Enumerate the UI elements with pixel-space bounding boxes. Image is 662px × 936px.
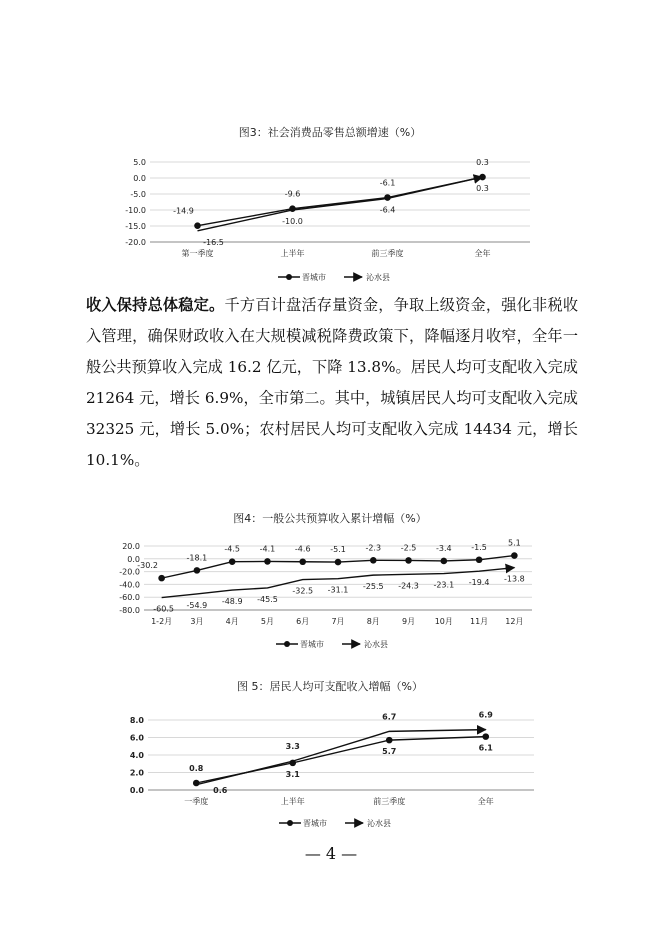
data-point: [335, 559, 342, 566]
data-label: -10.0: [282, 217, 303, 226]
data-point: [441, 558, 448, 565]
y-tick-label: -60.0: [119, 593, 140, 603]
legend-label: 沁水县: [364, 640, 388, 649]
legend: [276, 639, 388, 649]
legend-dot-marker: [286, 274, 292, 280]
data-label: -13.8: [504, 574, 525, 584]
data-label: 3.1: [285, 769, 300, 779]
paragraph-lead: 收入保持总体稳定。: [86, 296, 225, 314]
data-point: [194, 567, 201, 574]
data-point: [229, 558, 236, 565]
legend-label: 晋城市: [300, 640, 324, 649]
body-paragraph: [86, 290, 578, 476]
y-tick-label: 2.0: [129, 768, 144, 778]
data-label: -9.6: [284, 189, 301, 199]
legend: [279, 818, 391, 828]
data-label: -4.1: [259, 544, 276, 554]
figure-4-svg: [100, 510, 560, 660]
x-tick-label: 6月: [296, 617, 310, 626]
data-label: 6.1: [478, 743, 493, 753]
data-label: -14.9: [173, 206, 194, 216]
data-label: -31.1: [327, 585, 349, 595]
y-tick-label: -40.0: [119, 580, 140, 590]
data-label: -24.3: [398, 581, 419, 591]
data-point: [405, 557, 412, 564]
x-tick-label: 7月: [331, 617, 345, 626]
y-tick-label: -10.0: [125, 206, 146, 215]
legend-label: 沁水县: [366, 273, 390, 282]
y-tick-label: 0.0: [127, 554, 140, 564]
data-label: -60.5: [153, 604, 174, 614]
data-label: 3.3: [285, 742, 300, 752]
data-label: 5.7: [382, 747, 397, 757]
data-label: 0.3: [476, 158, 489, 168]
figure-3-svg: [100, 120, 560, 295]
x-tick-label: 4月: [225, 617, 239, 626]
data-point: [482, 733, 489, 740]
legend-dot-marker: [287, 820, 293, 826]
data-label: 0.8: [189, 764, 204, 773]
data-label: -48.9: [221, 597, 243, 607]
x-tick-label: 一季度: [184, 797, 209, 806]
data-label: -16.5: [203, 237, 224, 247]
x-tick-label: 10月: [434, 617, 453, 626]
data-label: -1.5: [471, 542, 487, 552]
data-point: [386, 737, 393, 744]
data-label: -25.5: [362, 582, 384, 592]
chart-title: 图 5：居民人均可支配收入增幅（%）: [237, 680, 423, 693]
data-label: 5.1: [507, 538, 521, 548]
x-tick-label: 12月: [505, 617, 524, 626]
y-tick-label: -80.0: [119, 606, 140, 615]
data-label: -23.1: [433, 580, 455, 590]
figure-5-chart: [100, 676, 560, 834]
data-point: [370, 557, 377, 564]
data-label: -6.1: [379, 178, 396, 188]
data-label: -3.4: [436, 543, 452, 553]
y-tick-label: -15.0: [125, 222, 146, 231]
x-tick-label: 上半年: [280, 249, 305, 258]
data-label: 6.9: [478, 710, 493, 720]
y-tick-label: -20.0: [119, 567, 140, 577]
data-label: -54.9: [186, 600, 208, 610]
y-tick-label: -20.0: [125, 238, 146, 247]
data-label: -2.3: [365, 543, 382, 553]
legend: [278, 272, 390, 282]
legend-label: 晋城市: [302, 273, 326, 282]
series-line-沁水县: [198, 177, 483, 231]
x-tick-label: 前三季度: [371, 249, 404, 258]
x-tick-label: 3月: [190, 617, 204, 626]
data-label: -4.6: [294, 544, 311, 554]
chart-title: 图4：一般公共预算收入累计增幅（%）: [233, 512, 427, 525]
data-label: -5.1: [330, 545, 346, 555]
figure-4-chart: [100, 510, 560, 660]
y-tick-label: 0.0: [133, 174, 146, 183]
legend-label: 沁水县: [367, 819, 391, 828]
data-point: [511, 552, 518, 559]
data-point: [194, 222, 201, 229]
y-tick-label: 20.0: [122, 542, 140, 551]
data-label: -30.2: [137, 561, 158, 571]
legend-label: 晋城市: [303, 819, 327, 828]
data-label: 0.3: [476, 184, 489, 194]
x-tick-label: 上半年: [280, 797, 305, 806]
y-tick-label: -5.0: [130, 190, 146, 199]
data-point: [158, 575, 165, 582]
y-tick-label: 8.0: [129, 716, 144, 725]
data-label: -2.5: [400, 543, 417, 553]
data-label: -19.4: [468, 578, 490, 588]
x-tick-label: 8月: [366, 617, 380, 626]
data-label: -18.1: [186, 553, 208, 563]
data-point: [299, 558, 306, 565]
x-tick-label: 全年: [474, 249, 491, 258]
data-label: 0.6: [213, 785, 228, 795]
data-label: -32.5: [292, 586, 314, 596]
paragraph-body: 千方百计盘活存量资金，争取上级资金，强化非税收入管理，确保财政收入在大规模减税降费政策下，降幅逐月收窄，全年一般公共预算收入完成 16.2 亿元，下降 13.8%。居民人均可支配收入完成 21264 元，增长 6.9%，全市第二。其中，城镇居民人均可支配收入完成 32325 元，增长 5.0%；农村居民人均可支配收入完成 14434 元，增长 10.1%。: [86, 296, 579, 469]
data-label: -6.4: [379, 205, 396, 215]
figure-5-svg: [100, 676, 560, 834]
x-tick-label: 5月: [260, 617, 275, 626]
data-label: 6.7: [382, 712, 397, 722]
x-tick-label: 11月: [469, 617, 489, 626]
x-tick-label: 前三季度: [373, 797, 406, 806]
x-tick-label: 全年: [477, 797, 494, 806]
series-line-晋城市: [198, 177, 483, 226]
y-tick-label: 4.0: [129, 751, 144, 760]
data-point: [264, 558, 271, 565]
x-tick-label: 第一季度: [181, 249, 214, 258]
y-tick-label: 0.0: [129, 786, 144, 795]
data-label: -45.5: [257, 594, 278, 604]
figure-3-chart: [100, 120, 560, 295]
series-line-晋城市: [196, 737, 486, 783]
page-number: — 4 —: [304, 844, 358, 863]
data-label: -4.5: [224, 544, 240, 554]
data-point: [476, 556, 483, 563]
x-tick-label: 1-2月: [151, 617, 173, 626]
legend-dot-marker: [284, 641, 290, 647]
x-tick-label: 9月: [401, 617, 416, 626]
chart-title: 图3：社会消费品零售总额增速（%）: [238, 126, 422, 139]
y-tick-label: 6.0: [129, 733, 144, 743]
y-tick-label: 5.0: [133, 158, 146, 167]
data-point: [193, 780, 200, 787]
